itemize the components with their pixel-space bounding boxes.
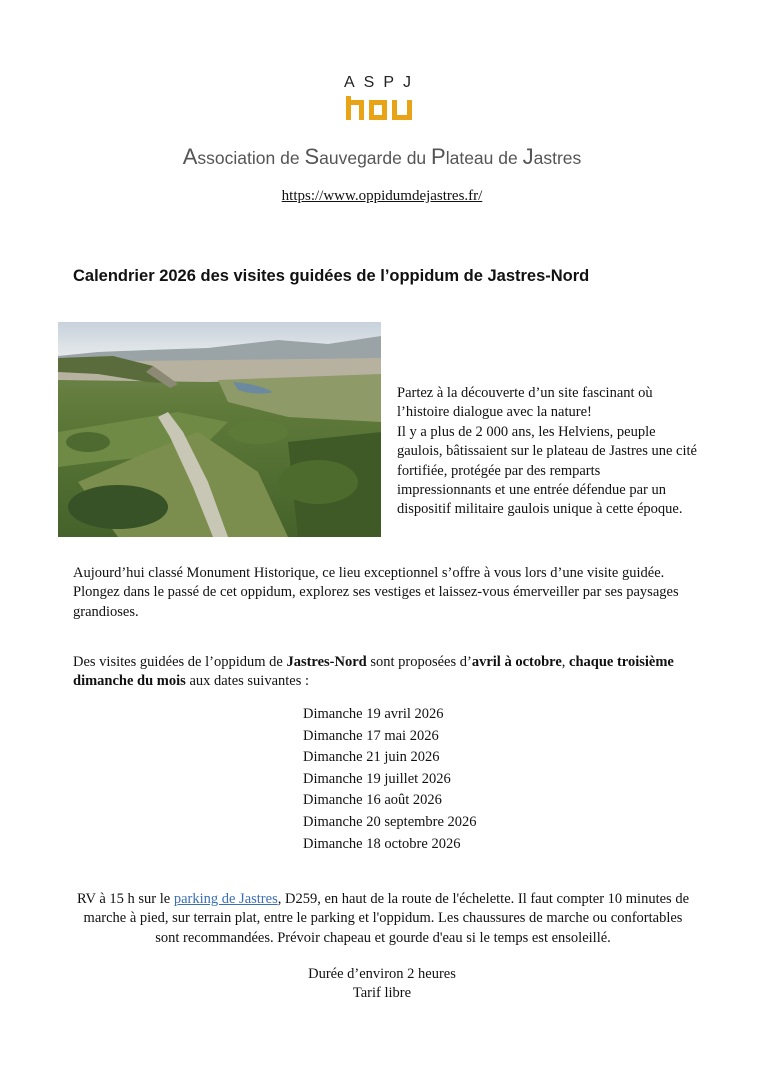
org-word: auvegarde du: [319, 148, 432, 168]
website-link[interactable]: https://www.oppidumdejastres.fr/: [281, 188, 483, 204]
visits-paragraph: [73, 653, 693, 692]
org-word: ssociation de: [197, 148, 305, 168]
date-item: Dimanche 18 octobre 2026: [303, 835, 461, 852]
aspj-logo-icon: [346, 96, 416, 120]
season-range: avril à octobre: [471, 654, 562, 670]
visits-text: aux dates suivantes :: [185, 673, 310, 690]
date-item: Dimanche 21 juin 2026: [303, 749, 440, 766]
intro-paragraph: Partez à la découverte d’un site fascinant où l’histoire dialogue avec la nature! Il y a plus de 2 000 ans, les Helviens, peuple gaulois, bâtissaient sur le plateau de Jastres une cité fortifiée, protégée par des remparts impressionnants et une entrée défendue par un dispositif militaire gaulois unique à cette époque.: [397, 385, 697, 518]
visits-text: Des visites guidées de l’oppidum de: [73, 654, 287, 670]
visit-info: [0, 965, 764, 1004]
visits-text: ,: [561, 654, 570, 670]
date-item: Dimanche 19 avril 2026: [303, 706, 444, 722]
org-word: lateau de: [445, 148, 523, 168]
visits-text: sont proposées d’: [366, 654, 472, 670]
monument-paragraph: Aujourd’hui classé Monument Historique, ce lieu exceptionnel s’offre à vous lors d’une visite guidée. Plongez dans le passé de cet oppidum, explorez ses vestiges et laissez-vous émerveiller par ses paysages grandioses.: [73, 565, 679, 620]
date-item: Dimanche 19 juillet 2026: [303, 770, 451, 787]
org-initial: P: [431, 144, 446, 169]
logo-letters: ASPJ: [343, 74, 420, 91]
rendezvous-text: RV à 15 h sur le: [76, 891, 174, 907]
price-text: Tarif libre: [352, 985, 412, 1002]
duration-text: Durée d’environ 2 heures: [308, 966, 456, 982]
site-name: Jastres-Nord: [286, 654, 367, 670]
document-title: Calendrier 2026 des visites guidées de l’oppidum de Jastres-Nord: [73, 267, 590, 285]
parking-link[interactable]: parking de Jastres: [173, 891, 278, 907]
org-initial: J: [522, 144, 534, 169]
dates-list: [303, 704, 477, 855]
org-word: astres: [533, 148, 582, 168]
org-initial: S: [304, 144, 320, 169]
oppidum-landscape-photo: [58, 322, 381, 537]
date-item: Dimanche 20 septembre 2026: [303, 813, 477, 830]
org-initial: A: [182, 144, 198, 169]
date-item: Dimanche 16 août 2026: [303, 792, 442, 809]
rendezvous-text: , D259, en haut de la route de l'échelette. Il faut compter 10 minutes de marche à pied, sur terrain plat, entre le parking et l'oppidum. Les chaussures de marche ou confortables sont recommandées. Prévoir chapeau et gourde d'eau si le temps est ensoleillé.: [83, 891, 690, 946]
schedule-rule: chaque troisième dimanche du mois: [73, 654, 674, 690]
rendezvous-paragraph: [73, 890, 693, 948]
date-item: Dimanche 17 mai 2026: [303, 727, 439, 744]
organization-name: [0, 144, 764, 170]
